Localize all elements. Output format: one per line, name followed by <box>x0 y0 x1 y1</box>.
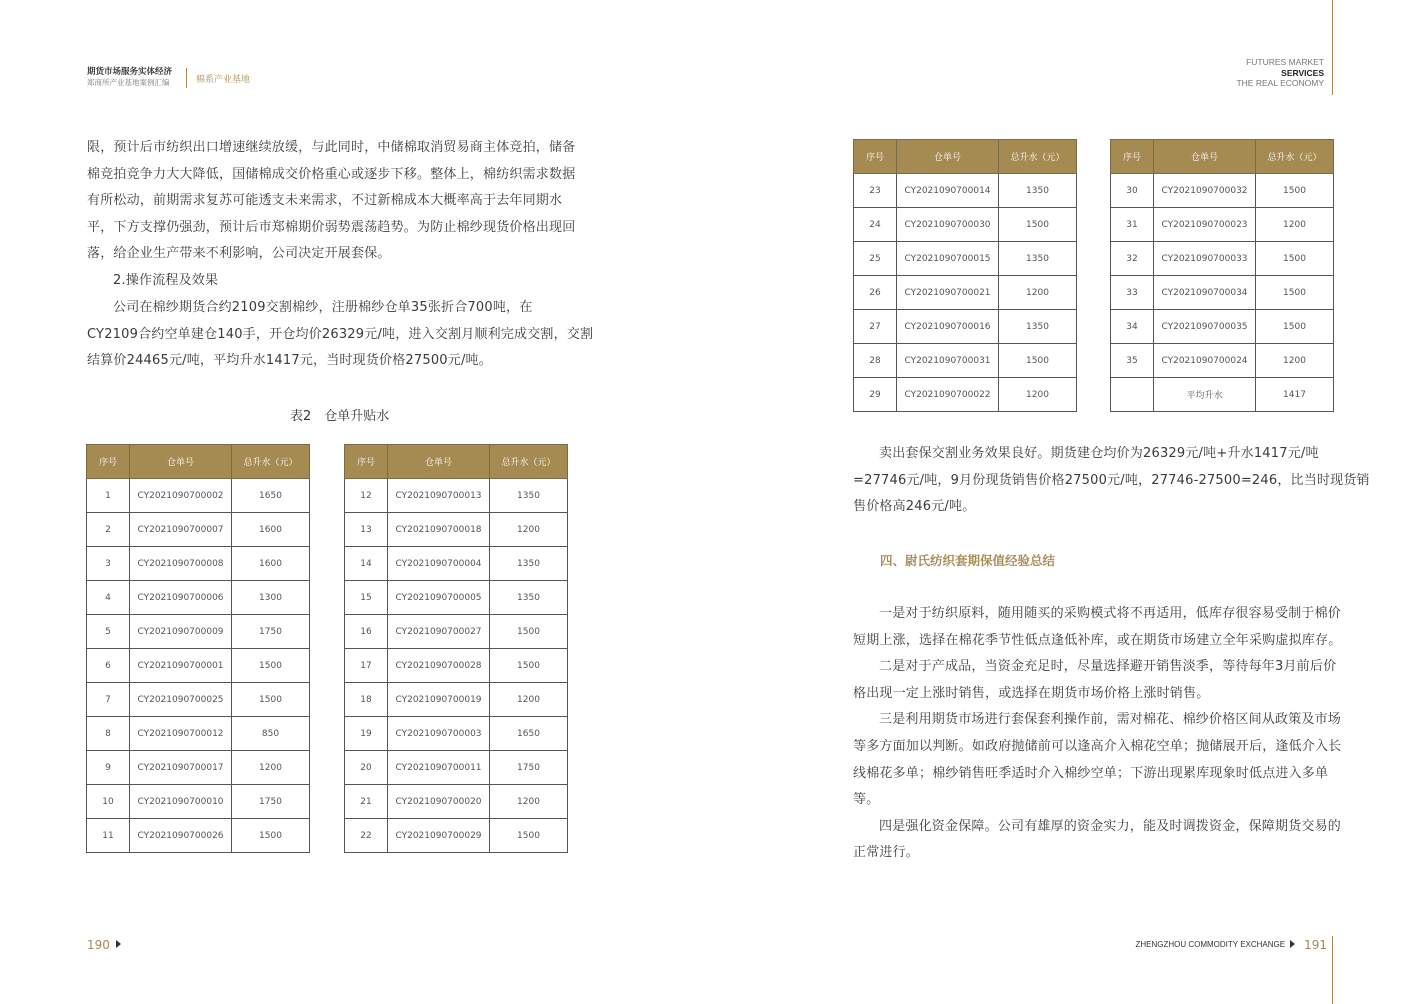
table-cell: CY2021090700001 <box>130 649 232 683</box>
table-cell: 13 <box>345 513 388 547</box>
book-title: 期货市场服务实体经济 <box>87 67 173 77</box>
table-cell: 34 <box>1111 310 1154 344</box>
table-cell: CY2021090700023 <box>1154 208 1256 242</box>
table-cell: CY2021090700004 <box>388 547 490 581</box>
table-row <box>854 310 1077 344</box>
table-cell: 1600 <box>232 513 310 547</box>
table-cell: 4 <box>87 581 130 615</box>
table-cell: CY2021090700003 <box>388 717 490 751</box>
table-cell: 1 <box>87 479 130 513</box>
table-row <box>345 581 568 615</box>
text-line: 四是强化资金保障。公司有雄厚的资金实力，能及时调拨资金，保障期货交易的 <box>879 818 1342 834</box>
table-cell: CY2021090700027 <box>388 615 490 649</box>
table-row <box>1111 378 1334 412</box>
table-cell: 18 <box>345 683 388 717</box>
table-cell: CY2021090700019 <box>388 683 490 717</box>
table-row <box>345 819 568 853</box>
text-line: 卖出套保交割业务效果良好。期货建仓均价为26329元/吨+升水1417元/吨 <box>879 446 1319 461</box>
warehouse-receipt-table-4 <box>1110 139 1334 412</box>
table-cell: 7 <box>87 683 130 717</box>
table-cell: CY2021090700031 <box>897 344 999 378</box>
table-row <box>854 242 1077 276</box>
table-cell: 12 <box>345 479 388 513</box>
table-cell: 33 <box>1111 276 1154 310</box>
table-cell: CY2021090700008 <box>130 547 232 581</box>
table-row <box>854 208 1077 242</box>
table-cell: 1500 <box>1256 310 1334 344</box>
table-cell: 24 <box>854 208 897 242</box>
table-cell: 1500 <box>1256 276 1334 310</box>
table-cell: 22 <box>345 819 388 853</box>
table-cell: CY2021090700015 <box>897 242 999 276</box>
table-row <box>854 276 1077 310</box>
table-cell: CY2021090700017 <box>130 751 232 785</box>
warehouse-receipt-table-3 <box>853 139 1077 412</box>
table-cell: CY2021090700002 <box>130 479 232 513</box>
text-line: CY2109合约空单建仓140手，开仓均价26329元/吨，进入交割月顺利完成交割，交割 <box>87 326 594 342</box>
table-cell: CY2021090700025 <box>130 683 232 717</box>
header-right-line3: THE REAL ECONOMY <box>1236 78 1324 88</box>
table-cell: CY2021090700014 <box>897 174 999 208</box>
left-paragraph-2 <box>87 295 593 375</box>
book-title-block <box>87 67 187 88</box>
column-header: 序号 <box>345 445 388 479</box>
table-cell: 1350 <box>999 310 1077 344</box>
column-header: 仓单号 <box>130 445 232 479</box>
table-cell: CY2021090700016 <box>897 310 999 344</box>
column-header: 仓单号 <box>897 140 999 174</box>
table-cell: 14 <box>345 547 388 581</box>
column-header: 总升水（元） <box>490 445 568 479</box>
warehouse-receipt-table-2 <box>344 444 568 853</box>
table-cell: 1350 <box>490 581 568 615</box>
table-cell: CY2021090700007 <box>130 513 232 547</box>
text-line: 二是对于产成品，当资金充足时，尽量选择避开销售淡季，等待每年3月前后价 <box>879 659 1337 675</box>
table-cell: 1350 <box>999 242 1077 276</box>
table-cell: CY2021090700013 <box>388 479 490 513</box>
table-row <box>1111 310 1334 344</box>
operation-subheading: 2.操作流程及效果 <box>113 273 219 288</box>
header-right-line1: FUTURES MARKET <box>1246 57 1324 67</box>
table-cell: 35 <box>1111 344 1154 378</box>
text-line: 等多方面加以判断。如政府抛储前可以逢高介入棉花空单；抛储展开后，逢低介入长 <box>853 738 1342 754</box>
table-cell: CY2021090700022 <box>897 378 999 412</box>
table-cell: 21 <box>345 785 388 819</box>
table-cell: 11 <box>87 819 130 853</box>
footer-right <box>1135 938 1327 952</box>
table-row <box>87 683 310 717</box>
table-cell: CY2021090700026 <box>130 819 232 853</box>
text-line: 格出现一定上涨时销售，或选择在期货市场价格上涨时销售。 <box>853 685 1210 701</box>
table-row <box>87 717 310 751</box>
table-row <box>87 751 310 785</box>
table-row <box>87 615 310 649</box>
text-line: 限，预计后市纺织出口增速继续放缓，与此同时，中储棉取消贸易商主体竞拍，储备 <box>87 140 576 155</box>
right-paragraph-2 <box>853 601 1341 867</box>
text-line: 落，给企业生产带来不利影响，公司决定开展套保。 <box>87 246 391 262</box>
table-caption: 表2 仓单升贴水 <box>290 409 390 424</box>
table-cell: 1600 <box>232 547 310 581</box>
table-cell: CY2021090700033 <box>1154 242 1256 276</box>
book-subtitle: 郑商所产业基地案例汇编 <box>87 78 170 87</box>
table-cell: 27 <box>854 310 897 344</box>
table-cell: 1500 <box>232 819 310 853</box>
text-line: 一是对于纺织原料，随用随买的采购模式将不再适用，低库存很容易受制于棉价 <box>879 606 1342 621</box>
table-row <box>345 751 568 785</box>
section-heading: 四、尉氏纺织套期保值经验总结 <box>880 553 1056 568</box>
table-cell: 1200 <box>1256 344 1334 378</box>
table-cell: CY2021090700028 <box>388 649 490 683</box>
column-header: 仓单号 <box>388 445 490 479</box>
table-cell: CY2021090700032 <box>1154 174 1256 208</box>
text-line: 售价格高246元/吨。 <box>853 499 976 515</box>
table-cell: 19 <box>345 717 388 751</box>
table-cell: 1500 <box>999 208 1077 242</box>
text-line: 短期上涨，选择在棉花季节性低点逢低补库，或在期货市场建立全年采购虚拟库存。 <box>853 632 1342 648</box>
table-cell: CY2021090700024 <box>1154 344 1256 378</box>
table-cell: CY2021090700006 <box>130 581 232 615</box>
text-line: 线棉花多单；棉纱销售旺季适时介入棉纱空单；下游出现累库现象时低点进入多单 <box>853 765 1329 781</box>
table-cell: CY2021090700011 <box>388 751 490 785</box>
table-cell: 25 <box>854 242 897 276</box>
table-cell: CY2021090700030 <box>897 208 999 242</box>
table-cell: 6 <box>87 649 130 683</box>
page-number-190: 190 <box>87 938 110 952</box>
table-row <box>345 785 568 819</box>
table-cell: CY2021090700034 <box>1154 276 1256 310</box>
table-cell: 1500 <box>490 649 568 683</box>
table-cell: 1500 <box>1256 174 1334 208</box>
warehouse-receipt-table-1 <box>86 444 310 853</box>
table-cell: 1750 <box>232 785 310 819</box>
exchange-name: ZHENGZHOU COMMODITY EXCHANGE <box>1135 940 1286 949</box>
table-cell: 1200 <box>490 785 568 819</box>
table-row <box>1111 208 1334 242</box>
table-cell: CY2021090700029 <box>388 819 490 853</box>
table-row <box>345 683 568 717</box>
table-row <box>345 479 568 513</box>
table-cell: 17 <box>345 649 388 683</box>
table-cell: CY2021090700012 <box>130 717 232 751</box>
header-divider <box>186 68 187 88</box>
table-row <box>345 717 568 751</box>
table-header-row <box>87 445 310 479</box>
table-cell: 1350 <box>490 479 568 513</box>
text-line: 有所松动，前期需求复苏可能透支未来需求，不过新棉成本大概率高于去年同期水 <box>87 193 563 209</box>
table-cell: 29 <box>854 378 897 412</box>
table-cell: 31 <box>1111 208 1154 242</box>
table-cell: 1200 <box>490 683 568 717</box>
column-header: 总升水（元） <box>999 140 1077 174</box>
table-cell: CY2021090700010 <box>130 785 232 819</box>
table-cell: 850 <box>232 717 310 751</box>
table-cell: 平均升水 <box>1154 378 1256 412</box>
table-cell: 1500 <box>490 615 568 649</box>
table-cell: CY2021090700021 <box>897 276 999 310</box>
table-cell: 1200 <box>232 751 310 785</box>
table-row <box>87 785 310 819</box>
page-number-191: 191 <box>1304 938 1327 952</box>
text-line: 公司在棉纱期货合约2109交割棉纱，注册棉纱仓单35张折合700吨，在 <box>113 300 533 315</box>
triangle-right-icon <box>1290 940 1295 948</box>
table-cell: 1650 <box>490 717 568 751</box>
table-row <box>345 649 568 683</box>
table-cell: 1500 <box>232 683 310 717</box>
table-cell: 1500 <box>1256 242 1334 276</box>
right-paragraph-1 <box>853 441 1370 521</box>
right-margin-rule-top <box>1332 0 1333 95</box>
table-cell: 15 <box>345 581 388 615</box>
table-row <box>854 174 1077 208</box>
table-cell: 1200 <box>1256 208 1334 242</box>
table-cell: 1350 <box>490 547 568 581</box>
table-header-row <box>345 445 568 479</box>
table-cell: 1750 <box>490 751 568 785</box>
column-header: 总升水（元） <box>1256 140 1334 174</box>
table-cell: 1500 <box>999 344 1077 378</box>
table-header-row <box>854 140 1077 174</box>
table-cell: 26 <box>854 276 897 310</box>
table-cell: 20 <box>345 751 388 785</box>
left-subheading-block <box>87 268 218 295</box>
table-cell: 1300 <box>232 581 310 615</box>
table-row <box>1111 276 1334 310</box>
table-row <box>345 513 568 547</box>
table-header-row <box>1111 140 1334 174</box>
table-cell: 1200 <box>999 378 1077 412</box>
table-row <box>87 513 310 547</box>
table-cell: 10 <box>87 785 130 819</box>
table-row <box>345 547 568 581</box>
table-cell: CY2021090700018 <box>388 513 490 547</box>
text-line: 三是利用期货市场进行套保套利操作前，需对棉花、棉纱价格区间从政策及市场 <box>879 712 1342 728</box>
left-paragraph-1 <box>87 135 575 268</box>
text-line: 结算价24465元/吨，平均升水1417元，当时现货价格27500元/吨。 <box>87 353 492 369</box>
table-row <box>87 819 310 853</box>
table-cell: 1650 <box>232 479 310 513</box>
text-line: 等。 <box>853 792 880 808</box>
text-line: 棉竞拍竞争力大大降低，国储棉成交价格重心或逐步下移。整体上，棉纺织需求数据 <box>87 166 576 182</box>
table-cell: 23 <box>854 174 897 208</box>
column-header: 序号 <box>1111 140 1154 174</box>
text-line: 平，下方支撑仍强劲，预计后市郑棉期价弱势震荡趋势。为防止棉纱现货价格出现回 <box>87 219 576 235</box>
table-cell: 1200 <box>490 513 568 547</box>
table-row <box>87 649 310 683</box>
table-cell <box>1111 378 1154 412</box>
column-header: 仓单号 <box>1154 140 1256 174</box>
table-cell: 3 <box>87 547 130 581</box>
triangle-right-icon <box>116 940 121 948</box>
table-cell: 16 <box>345 615 388 649</box>
table-cell: 8 <box>87 717 130 751</box>
table-cell: 1750 <box>232 615 310 649</box>
text-line: =27746元/吨，9月份现货销售价格27500元/吨，27746-27500=246，比当时现货销 <box>853 472 1370 488</box>
table-cell: 1417 <box>1256 378 1334 412</box>
table-row <box>87 547 310 581</box>
header-right-line2: SERVICES <box>1281 67 1324 78</box>
column-header: 总升水（元） <box>232 445 310 479</box>
table-cell: CY2021090700020 <box>388 785 490 819</box>
section-tag: 棉系产业基地 <box>196 75 251 85</box>
table-row <box>87 581 310 615</box>
table-row <box>854 344 1077 378</box>
header-right <box>1236 57 1324 89</box>
table-row <box>87 479 310 513</box>
table-cell: 1200 <box>999 276 1077 310</box>
table-cell: 5 <box>87 615 130 649</box>
table-row <box>1111 242 1334 276</box>
text-line: 正常进行。 <box>853 845 920 861</box>
table-cell: CY2021090700005 <box>388 581 490 615</box>
table-cell: 9 <box>87 751 130 785</box>
table-cell: 32 <box>1111 242 1154 276</box>
page-number-left <box>87 938 121 952</box>
right-margin-rule-bottom <box>1332 936 1333 1004</box>
table-cell: 1500 <box>232 649 310 683</box>
table-cell: 30 <box>1111 174 1154 208</box>
table-cell: 1350 <box>999 174 1077 208</box>
table-row <box>854 378 1077 412</box>
table-row <box>1111 344 1334 378</box>
table-cell: CY2021090700009 <box>130 615 232 649</box>
table-cell: 2 <box>87 513 130 547</box>
table-cell: 1500 <box>490 819 568 853</box>
table-cell: CY2021090700035 <box>1154 310 1256 344</box>
table-cell: 28 <box>854 344 897 378</box>
table-row <box>1111 174 1334 208</box>
column-header: 序号 <box>87 445 130 479</box>
table-row <box>345 615 568 649</box>
column-header: 序号 <box>854 140 897 174</box>
